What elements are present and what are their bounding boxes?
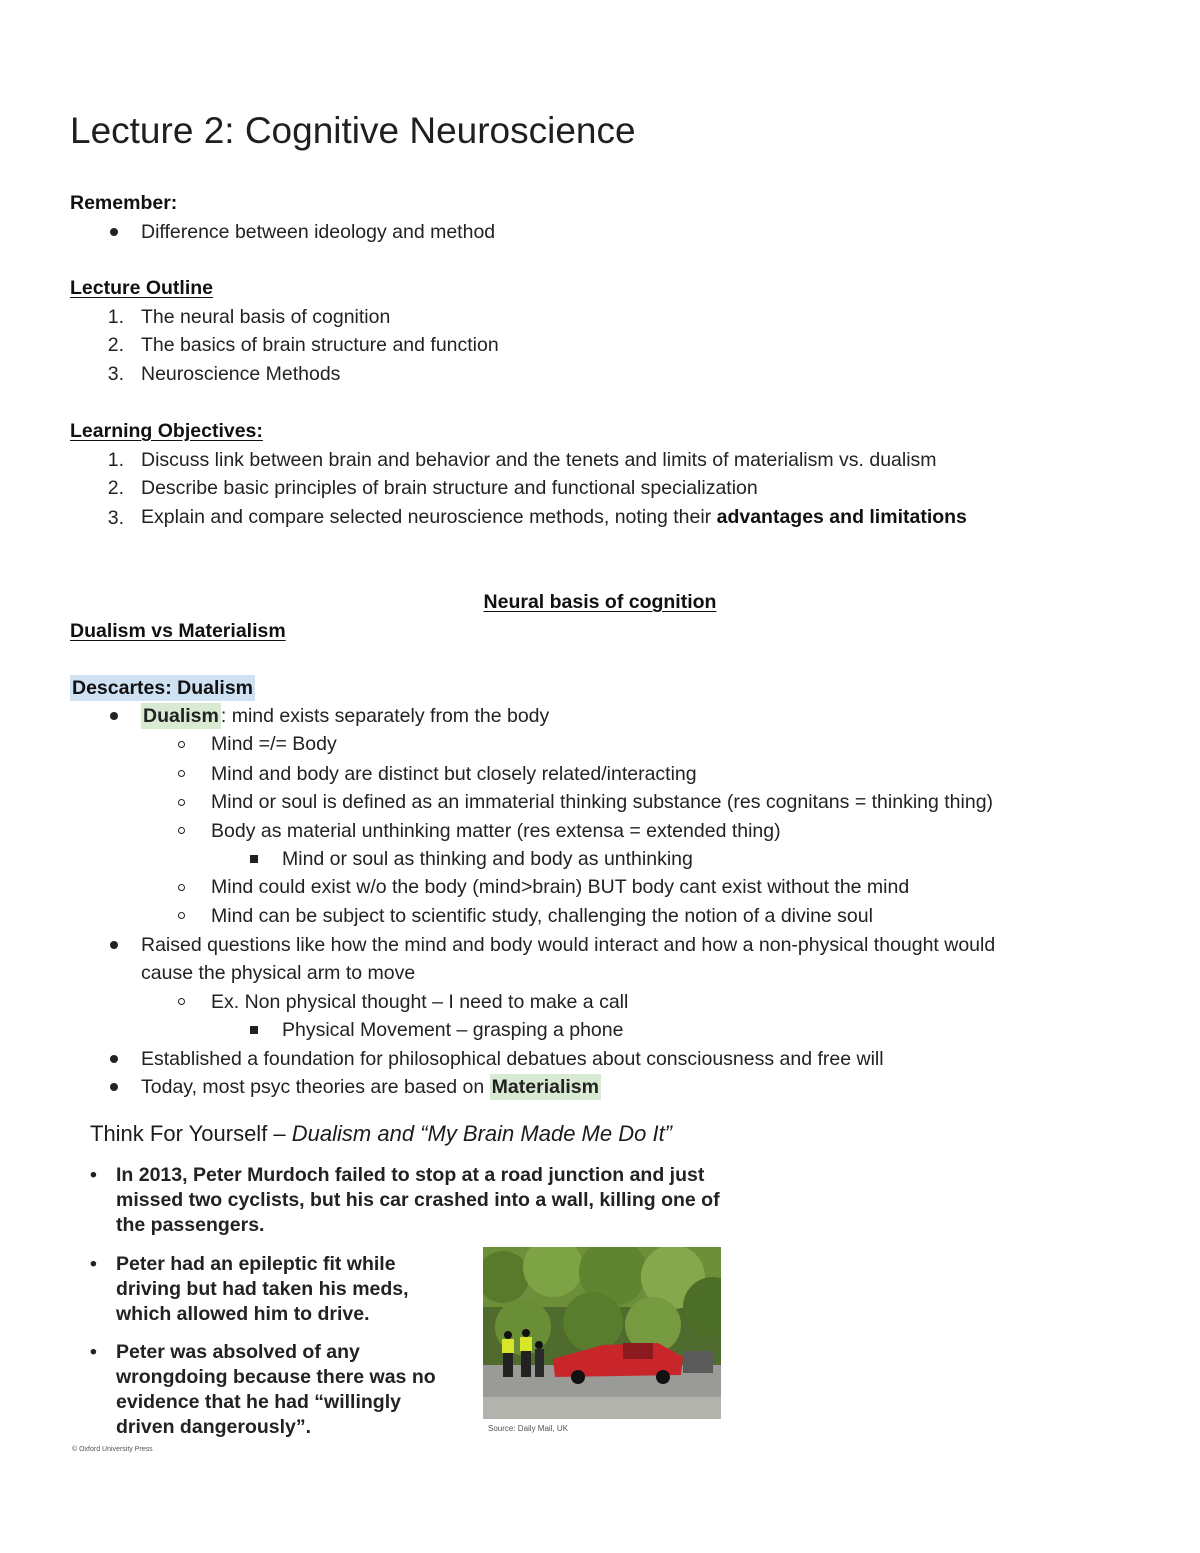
slide-bullet-marker: • <box>90 1164 97 1186</box>
bullet-icon <box>110 941 118 949</box>
note-item: Physical Movement – grasping a phone <box>282 1019 624 1041</box>
circle-bullet-icon <box>178 912 185 919</box>
crash-photo <box>483 1247 721 1419</box>
note-item: Mind or soul as thinking and body as unthinking <box>282 848 693 870</box>
note-item: Today, most psyc theories are based on Materialism <box>141 1076 599 1098</box>
circle-bullet-icon <box>178 998 185 1005</box>
bullet-icon <box>110 228 118 236</box>
page-title: Lecture 2: Cognitive Neuroscience <box>70 110 636 151</box>
slide-title: Think For Yourself – Dualism and “My Brain Made Me Do It” <box>90 1121 673 1146</box>
objectives-heading: Learning Objectives: <box>70 420 263 442</box>
circle-bullet-icon <box>178 827 185 834</box>
outline-item: The neural basis of cognition <box>141 306 391 328</box>
note-item: Body as material unthinking matter (res extensa = extended thing) <box>211 820 781 842</box>
remember-item: Difference between ideology and method <box>141 221 496 243</box>
list-number: 2. <box>107 334 124 356</box>
outline-item: The basics of brain structure and function <box>141 334 499 356</box>
circle-bullet-icon <box>178 741 185 748</box>
remember-heading: Remember: <box>70 192 178 214</box>
slide-bullet-marker: • <box>90 1253 97 1275</box>
circle-bullet-icon <box>178 884 185 891</box>
note-item: Mind could exist w/o the body (mind>brain) BUT body cant exist without the mind <box>211 876 910 898</box>
crash-photo-image <box>483 1247 721 1419</box>
objective-item: Explain and compare selected neuroscience methods, noting their advantages and limitations <box>141 506 967 528</box>
slide-bullet-marker: • <box>90 1341 97 1363</box>
list-number: 3. <box>107 363 124 385</box>
objective-bold: advantages and limitations <box>716 506 967 528</box>
photo-source: Source: Daily Mail, UK <box>488 1424 569 1433</box>
list-number: 3. <box>107 507 124 529</box>
note-item: Established a foundation for philosophical debatues about consciousness and free will <box>141 1048 884 1070</box>
outline-heading: Lecture Outline <box>70 277 214 299</box>
dualism-item: Dualism : mind exists separately from the body <box>143 705 550 727</box>
bullet-icon <box>110 1083 118 1091</box>
note-item: cause the physical arm to move <box>141 962 416 984</box>
bullet-icon <box>110 712 118 720</box>
circle-bullet-icon <box>178 799 185 806</box>
note-item: Mind can be subject to scientific study, challenging the notion of a divine soul <box>211 905 873 927</box>
list-number: 2. <box>107 477 124 499</box>
outline-item: Neuroscience Methods <box>141 363 341 385</box>
slide-bullet-1: In 2013, Peter Murdoch failed to stop at a road junction and just missed two cyclists, but his car crashed into a wall, killing one of the passengers. <box>116 1164 720 1236</box>
list-number: 1. <box>107 306 124 328</box>
list-number: 1. <box>107 449 124 471</box>
objective-item: Discuss link between brain and behavior and the tenets and limits of materialism vs. dualism <box>141 449 937 471</box>
bullet-icon <box>110 1055 118 1063</box>
circle-bullet-icon <box>178 770 185 777</box>
square-bullet-icon <box>250 1026 258 1034</box>
descartes-heading: Descartes: Dualism <box>72 677 254 699</box>
square-bullet-icon <box>250 855 258 863</box>
note-item: Ex. Non physical thought – I need to make a call <box>211 991 629 1013</box>
slide-bullet-3: Peter was absolved of any wrongdoing because there was no evidence that he had “willingly driven dangerously”. <box>116 1341 436 1438</box>
subsection-heading: Dualism vs Materialism <box>70 620 286 642</box>
objective-item: Describe basic principles of brain structure and functional specialization <box>141 477 758 499</box>
copyright: © Oxford University Press <box>72 1446 153 1453</box>
section-heading: Neural basis of cognition <box>483 591 717 613</box>
note-item: Mind or soul is defined as an immaterial thinking substance (res cognitans = thinking thing) <box>211 791 994 813</box>
note-item: Raised questions like how the mind and body would interact and how a non-physical thought would <box>141 934 996 956</box>
slide-bullet-2: Peter had an epileptic fit while driving but had taken his meds, which allowed him to drive. <box>116 1253 409 1325</box>
note-item: Mind =/= Body <box>211 733 337 755</box>
note-item: Mind and body are distinct but closely related/interacting <box>211 763 697 785</box>
